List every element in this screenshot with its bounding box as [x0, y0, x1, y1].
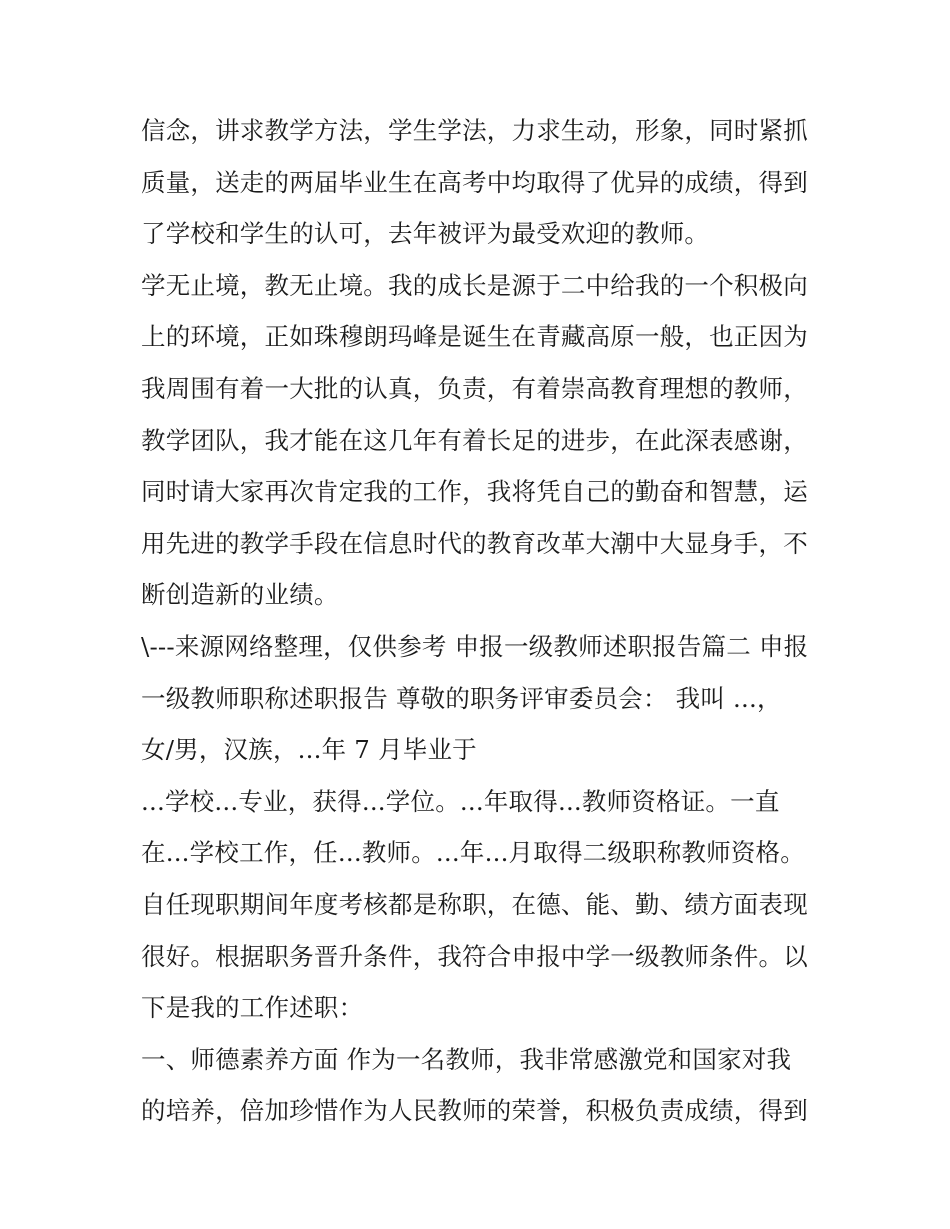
text-line: 质量，送走的两届毕业生在高考中均取得了优异的成绩，得到	[141, 167, 808, 197]
text-line: ...学校...专业，获得...学位。...年取得...教师资格证。一直	[141, 786, 780, 816]
text-line: 在...学校工作，任...教师。...年...月取得二级职称教师资格。	[141, 838, 805, 868]
text-line: 一级教师职称述职报告 尊敬的职务评审委员会： 我叫 ...，	[141, 683, 782, 713]
text-line: 的培养，倍加珍惜作为人民教师的荣誉，积极负责成绩，得到	[141, 1096, 808, 1126]
text-line: 女/男，汉族，...年 7 月毕业于	[141, 735, 477, 765]
text-line: 上的环境，正如珠穆朗玛峰是诞生在青藏高原一般，也正因为	[141, 322, 808, 352]
text-line: 信念，讲求教学方法，学生学法，力求生动，形象，同时紧抓	[141, 116, 808, 145]
body-text	[141, 105, 821, 1137]
text-line: 同时请大家再次肯定我的工作，我将凭自己的勤奋和智慧，运	[141, 477, 808, 507]
text-line: 我周围有着一大批的认真，负责，有着崇高教育理想的教师，	[141, 373, 808, 403]
text-line: 很好。根据职务晋升条件，我符合申报中学一级教师条件。以	[141, 941, 808, 971]
text-line: 了学校和学生的认可，去年被评为最受欢迎的教师。	[141, 219, 710, 249]
text-line: 断创造新的业绩。	[141, 580, 339, 610]
text-line: 学无止境，教无止境。我的成长是源于二中给我的一个积极向	[141, 270, 808, 300]
text-line: 一、师德素养方面 作为一名教师，我非常感激党和国家对我	[141, 1044, 792, 1074]
text-line: 自任现职期间年度考核都是称职，在德、能、勤、绩方面表现	[141, 889, 808, 919]
text-line: 教学团队，我才能在这几年有着长足的进步，在此深表感谢，	[141, 425, 808, 455]
text-line: \---来源网络整理，仅供参考 申报一级教师述职报告篇二 申报	[141, 631, 809, 661]
text-line: 用先进的教学手段在信息时代的教育改革大潮中大显身手，不	[141, 528, 808, 558]
text-line: 下是我的工作述职：	[141, 993, 364, 1023]
